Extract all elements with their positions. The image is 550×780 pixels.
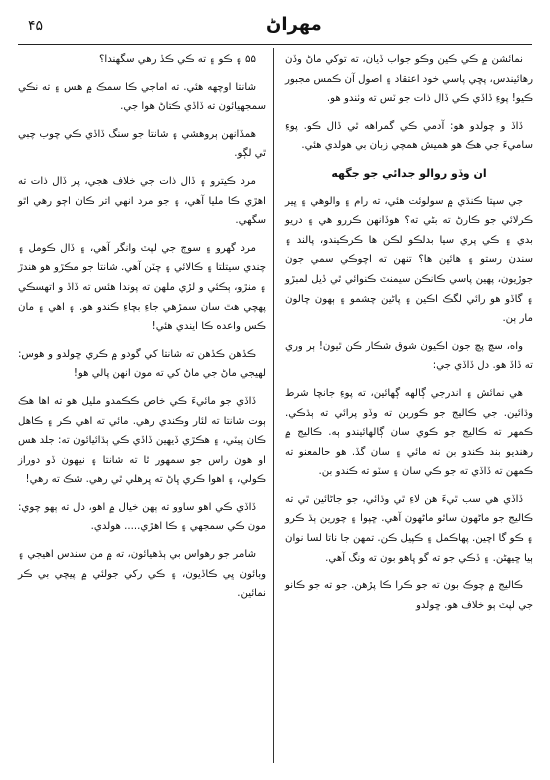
column-divider bbox=[273, 48, 274, 763]
paragraph: ڏاڏي هي سب ٿيءَ هن لاءِ ٿي وڌائي، جو جاڻائين ٿي ته ڪاليج جو ماڻهون ساٿو ماڻهون آهي. ڇپوا ۽ چورين ٻڌ ڪرو ۽ ڪو گا اچين. پهاڪمل ۽ ڪپيل ڪن. تمهن جا ناتا لسا نوان ٻيا ڇيهڻن. ۽ ڏڪي جو ته گو ڀاهو بون ته ونگ آهي. bbox=[285, 493, 533, 564]
paragraph: شانتا اوچهه هئي. ته اماجي ڪا سمڪ ۾ هس ۽ ته نڪي سمجهيائون ته ڏاڏي ڪتاڻ هوا جي. bbox=[18, 81, 266, 113]
page-number: ۴۵ bbox=[28, 18, 44, 34]
paragraph: مرد گهرو ۽ سوڄ جي لپٽ وانگر آهي، ۽ ڏال ڪومل ۽ چندي سيتلتا ۽ ڪالائي ۽ چٽن آهي. شانتا جو مڪڙو هو هندڙ ۽ منڙو، ٻڪئي و لڙي ملهن ته پوندا هئس ته ڏاڏ و اتهسڪي پهچي هٿ سان سمڙهي جاءِ بچاءِ ڪندو هو. ۽ اهي ۽ مان ڪس واعده ڪا ايندي هئي! bbox=[18, 242, 266, 333]
paragraph: همڏانهن ٻروهشي ۽ شانتا جو سنگ ڏاڏي ڪي چوب چبي ٿي لڳو. bbox=[18, 128, 266, 160]
paragraph: نمائشن ۾ ڪي ڪين وڪو جواب ڏيان، ته توکي ماڻ وڏن رهائيندس، پڇي پاسي خود اعتقاد ۽ اصول آن ڪمس مجبور ڪيو! پوءِ ڏاڏي ڪي ڏال ذات جو ٽس ته وٺندو هو. bbox=[285, 54, 533, 105]
paragraph: ڪاليج ۾ چوڪ بون ته جو ڪرا ڪا پڙهن. جو ته جو ڪانو جي لپٽ ٻو خلاف هو. ڇولدو bbox=[285, 580, 533, 611]
paragraph: ڏاڏي ڪي اهو ساوو ته ٻهن خيال ۾ اهو، دل ته ٻهو چوي: مون ڪي سمجهي ۽ ڪا اهڙي..... هولدي. bbox=[18, 501, 266, 533]
left-column bbox=[18, 50, 266, 612]
right-column bbox=[285, 50, 533, 623]
section-heading: ان وڏو روالو جدائي جو جگهه bbox=[331, 166, 487, 180]
header-rule bbox=[18, 44, 532, 45]
paragraph: جي سپتا ڪنڌي ۾ سولوئت هئي، ته رام ۽ والوهي ۽ ڀير ڪرلائي جو ڪارڻ ته بڻي ته؟ هوڏانهن ڪررو هي ۽ دريو بدي ۽ ڪي پري سيا بدلڪو لڪن ها ڪرڪيندو، پالند ۽ سندن رستو ۽ هائين ها؟ تنهن ته اچوڪي سمي جون جوڙيون، پهين پاسي ڪانڪن سيمنٽ ڪنوائي ٿي ڏيل لمبڙو ۽ گاڏو هو رائي لگڪ اڪين ۽ پاڻين چشمو ۽ ٻهون چالون مار ٻن. bbox=[285, 195, 533, 325]
paragraph: هي نمائش ۽ اندرجي ڳالهه ڳهائين، ته پوءِ جانچا شرط وڌائين. جي ڪاليج جو ڪوربن ته وڏو پرائي ته ٻڌڪي. ڪمهر ته ڪاليج جو ڪوي سان ڳالهائيندو ٻه. ڪاليج ۾ رهنديو بند ڪندو بن ته مائي ۽ سان گڏ. هو حالمعنو ته ڪمهن ته ڏاڏي ته جو ڪي سان ۽ سٽو ته ڪندو بن. bbox=[285, 387, 533, 478]
paragraph: مرد ڪيترو ۽ ڏال ذات جي خلاف هجي، پر ڏال ذات ته اهڙي ڪا مليا آهي، ۽ جو مرد انهي اتر ڪان اڄو رهي اٿو سگهي. bbox=[18, 175, 266, 227]
paragraph: ۵۵ ۽ ڪو ۽ ته ڪي ڪڏ رهي سگهندا؟ bbox=[98, 54, 256, 65]
journal-title: مهراڻ bbox=[266, 14, 322, 35]
paragraph: واه، سچ پچ جون اڪيون شوق شڪار ڪن ٿيون! ٻر وري ته ڏاڏ هو. دل ڏاڏي جي: bbox=[285, 340, 533, 372]
page-header bbox=[28, 14, 530, 40]
paragraph: شامر جو رهواس بي ٻڌهيائون، ته ۾ من سندس اهيجي ۽ وبائون ڀي ڪاڏيون، ۽ ڪي رکي جولئي ۾ پيچي بي ڪر نمائين. bbox=[18, 549, 266, 600]
paragraph: ڏاڏي جو مائيءَ ڪي خاص ڪڪمدو مليل هو ته اها هڪ ٻوت شانتا ته لئار وڪندي رهي. مائي ته اهي ڪر ۽ ڪاهل ڪان پيٽي، ۽ هڪڙي ڏيهين ڏاڏي ڪي ٻڌائيائون ته: جلد هس او هون راس جو سمهور ٿا ته شانتا ۽ نيهون ڏو دوراز ڪولي، ۽ اهوا ڪري ڀاڻ ته ڀرهلي ٿي رهي. شڪ ته رهي! bbox=[18, 395, 266, 486]
paragraph: ڪڏهن ڪڏهن ته شانتا کي گودو ۾ ڪري ڇولدو و هوس: لهيجي ماڻ جي ماڻ کي ته مون انهن پالي هو! bbox=[18, 348, 266, 380]
paragraph: ڏاڏ و چولدو هو: آدمي ڪي گمراهه ٿي ڏال ڪو. پوءِ ساميءَ جي هڪ هو هميش همچي زبان بي هولدي هئي. bbox=[285, 120, 533, 152]
